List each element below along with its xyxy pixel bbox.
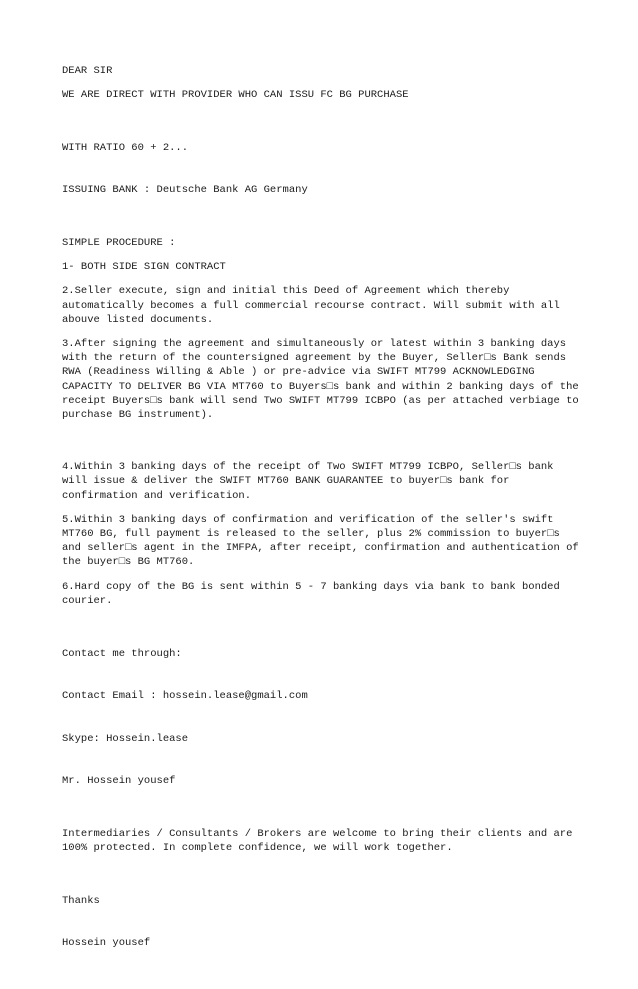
step-5: 5.Within 3 banking days of confirmation and verification of the seller's swift MT760 BG, full payment is released to the seller, plus 2% commission to buyer□s and seller□s agent in the IMFPA, after receipt, confirmation and authentication of the buyer□s BG MT760. bbox=[62, 513, 585, 569]
contact-name: Mr. Hossein yousef bbox=[62, 775, 176, 788]
step-2: 2.Seller execute, sign and initial this Deed of Agreement which thereby automatically becomes a full commercial recourse contract. Will submit with all abouve listed documents. bbox=[62, 285, 567, 326]
ratio-line: WITH RATIO 60 + 2... bbox=[62, 141, 189, 154]
contact-skype: Skype: Hossein.lease bbox=[62, 732, 189, 745]
contact-block bbox=[62, 618, 582, 817]
contact-email: Contact Email : hossein.lease@gmail.com bbox=[62, 690, 308, 703]
intermediaries-note: Intermediaries / Consultants / Brokers are welcome to bring their clients and are 100% protected. In complete confidence, we will work together. bbox=[62, 827, 579, 855]
issuing-bank-line: ISSUING BANK : Deutsche Bank AG Germany bbox=[62, 184, 308, 197]
contact-heading: Contact me through: bbox=[62, 647, 182, 660]
procedure-heading: SIMPLE PROCEDURE : bbox=[62, 237, 176, 250]
step-1: 1- BOTH SIDE SIGN CONTRACT bbox=[62, 261, 226, 274]
step-6: 6.Hard copy of the BG is sent within 5 - 7 banking days via bank to bank bonded courier. bbox=[62, 580, 567, 607]
closing-block bbox=[62, 865, 582, 979]
letter-body bbox=[62, 64, 585, 989]
intro-line: WE ARE DIRECT WITH PROVIDER WHO CAN ISSU FC BG PURCHASE bbox=[62, 89, 409, 102]
step-3: 3.After signing the agreement and simultaneously or latest within 3 banking days with the return of the countersigned agreement by the Buyer, Seller□s Bank sends RWA (Readiness Willing & Able ) or pre-advice via SWIFT MT799 ACKNOWLEDGING CAPACITY TO DELIVER BG VIA MT760 to Buyers□s bank and within 2 banking days of the receipt Buyers□s bank will send Two SWIFT MT799 ICBPO (as per attached verbiage to purchase BG instrument). bbox=[62, 338, 585, 422]
salutation: DEAR SIR bbox=[62, 65, 113, 77]
blank-gap bbox=[62, 432, 582, 460]
step-4: 4.Within 3 banking days of the receipt of Two SWIFT MT799 ICBPO, Seller□s bank will issue & deliver the SWIFT MT760 BANK GUARANTEE to buyer□s bank for confirmation and verification. bbox=[62, 461, 560, 502]
signature-line: Hossein yousef bbox=[62, 937, 151, 950]
bank-details bbox=[62, 112, 582, 226]
closing-line: Thanks bbox=[62, 894, 100, 907]
